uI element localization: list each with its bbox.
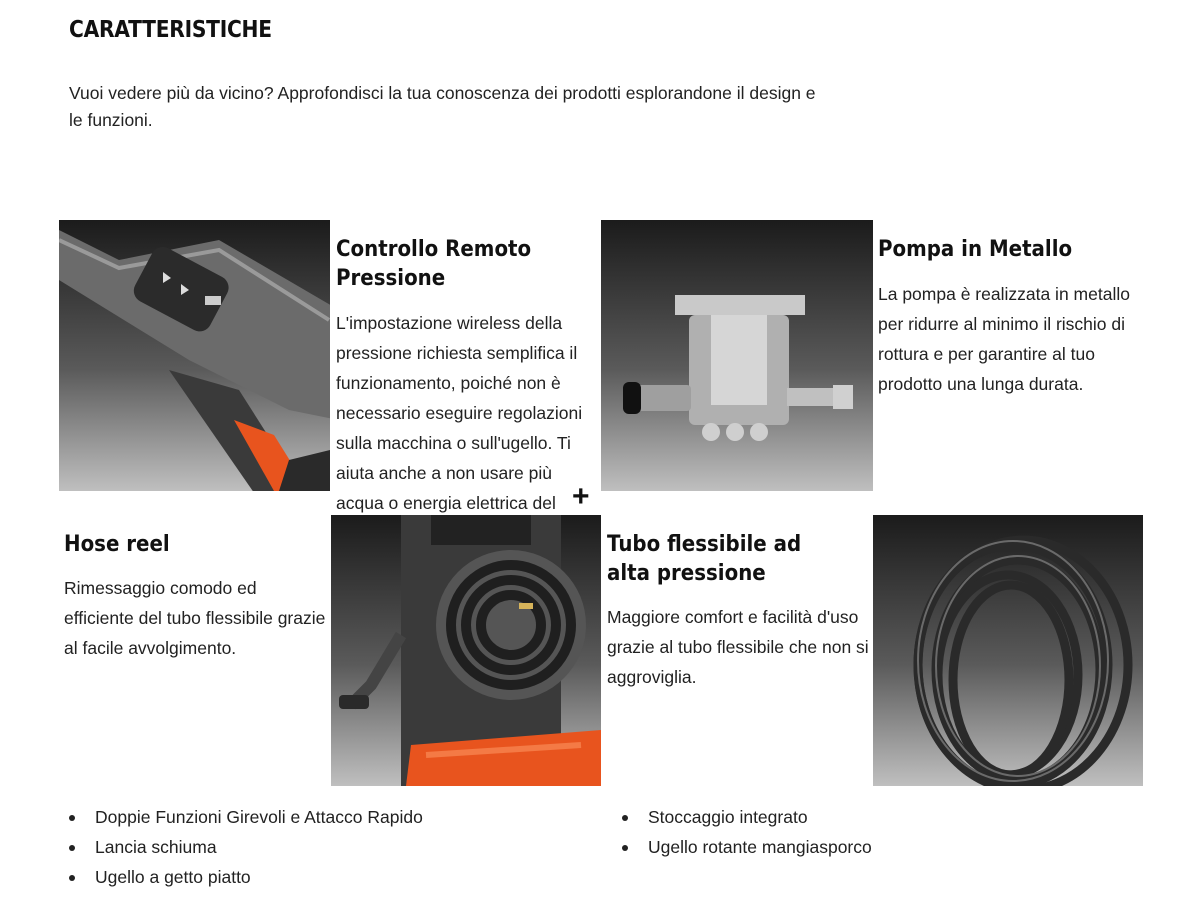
accessory-list-left (68, 802, 423, 892)
list-item: Doppie Funzioni Girevoli e Attacco Rapido (68, 802, 423, 832)
plus-icon[interactable]: + (572, 480, 590, 513)
remote-pressure-image (59, 220, 330, 491)
coiled-hose-image (873, 515, 1143, 786)
metal-pump-image (601, 220, 873, 491)
coiled-hose-icon (873, 515, 1143, 786)
feature-title: Tubo flessibile ad alta pressione (607, 532, 802, 586)
accessory-list-right (621, 802, 872, 862)
hose-reel-icon (331, 515, 601, 786)
feature-description: La pompa è realizzata in metallo per ridurre al minimo il rischio di rottura e per garantire al tuo prodotto una lunga durata. (878, 284, 1130, 394)
list-item: Ugello a getto piatto (68, 862, 423, 892)
list-item: Ugello rotante mangiasporco (621, 832, 872, 862)
list-item: Lancia schiuma (68, 832, 423, 862)
feature-title: Controllo Remoto Pressione (336, 237, 532, 291)
list-item: Stoccaggio integrato (621, 802, 872, 832)
feature-description: Maggiore comfort e facilità d'uso grazie al tubo flessibile che non si aggroviglia. (607, 607, 869, 687)
feature-description: Rimessaggio comodo ed efficiente del tubo flessibile grazie al facile avvolgimento. (64, 578, 326, 658)
section-intro: Vuoi vedere più da vicino? Approfondisci la tua conoscenza dei prodotti esplorandone il design e le funzioni. (69, 83, 816, 130)
spray-gun-handle-icon (59, 220, 330, 491)
feature-title: Hose reel (64, 532, 170, 557)
feature-description: L'impostazione wireless della pressione richiesta semplifica il funzionamento, poiché non è necessario eseguire regolazioni sulla macchina o sull'ugello. Ti aiuta anche a non usare più acqua o energia elettrica del (336, 313, 583, 513)
metal-pump-icon (601, 220, 873, 491)
hose-reel-image (331, 515, 601, 786)
feature-title: Pompa in Metallo (878, 237, 1073, 262)
section-title: CARATTERISTICHE (69, 17, 272, 43)
